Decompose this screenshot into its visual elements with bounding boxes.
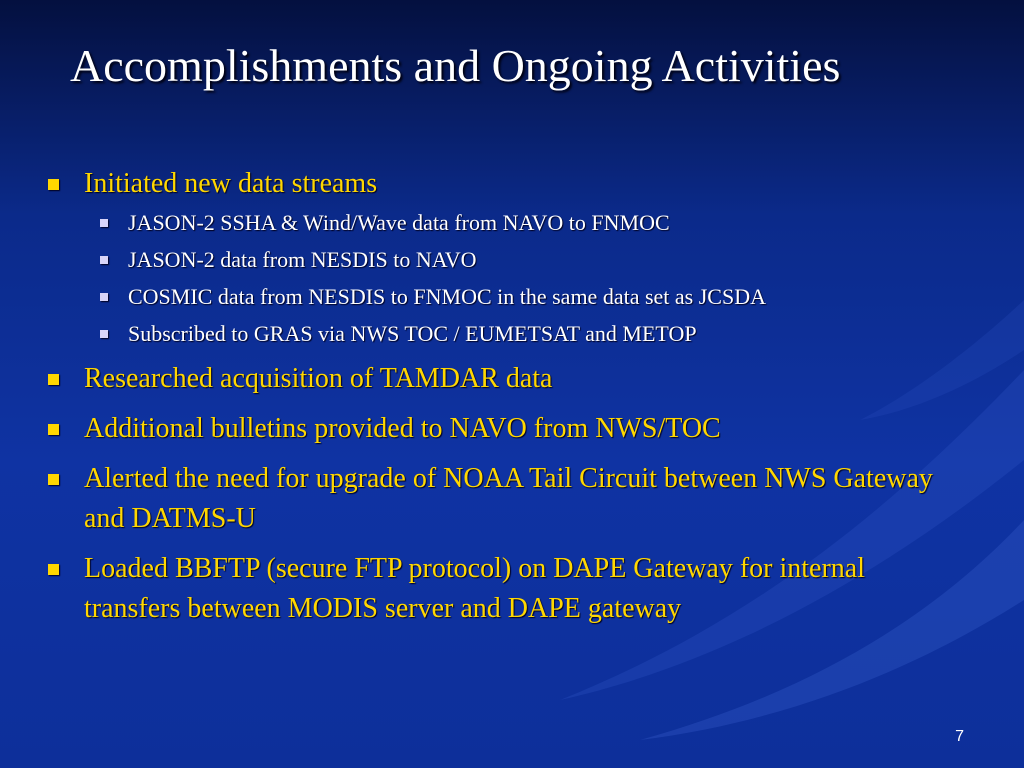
sub-bullet-text: JASON-2 data from NESDIS to NAVO <box>128 247 477 272</box>
square-bullet-icon <box>48 424 59 435</box>
bullet-item <box>40 359 940 399</box>
square-bullet-icon <box>48 374 59 385</box>
square-sub-bullet-icon <box>100 293 108 301</box>
bullet-list <box>40 164 940 639</box>
sub-bullet-item <box>84 319 940 349</box>
page-number: 7 <box>955 728 964 745</box>
bullet-text: Initiated new data streams <box>84 168 378 199</box>
square-bullet-icon <box>48 564 59 575</box>
slide-title: Accomplishments and Ongoing Activities <box>70 40 841 91</box>
sub-bullet-item <box>84 282 940 312</box>
sub-bullet-item <box>84 245 940 275</box>
bullet-text: Alerted the need for upgrade of NOAA Tail Circuit between NWS Gateway and DATMS-U <box>84 463 933 534</box>
sub-bullet-text: JASON-2 SSHA & Wind/Wave data from NAVO to FNMOC <box>128 210 670 235</box>
square-sub-bullet-icon <box>100 219 108 227</box>
sub-bullet-text: Subscribed to GRAS via NWS TOC / EUMETSAT and METOP <box>128 321 697 346</box>
bullet-text: Researched acquisition of TAMDAR data <box>84 363 553 394</box>
bullet-text: Additional bulletins provided to NAVO from NWS/TOC <box>84 413 721 444</box>
sub-bullet-item <box>84 208 940 238</box>
square-bullet-icon <box>48 179 59 190</box>
bullet-item <box>40 409 940 449</box>
bullet-item <box>40 459 940 539</box>
bullet-item <box>40 549 940 629</box>
square-bullet-icon <box>48 474 59 485</box>
bullet-item <box>40 164 940 349</box>
square-sub-bullet-icon <box>100 256 108 264</box>
bullet-text: Loaded BBFTP (secure FTP protocol) on DAPE Gateway for internal transfers between MODIS server and DAPE gateway <box>84 553 865 624</box>
square-sub-bullet-icon <box>100 330 108 338</box>
sub-bullet-text: COSMIC data from NESDIS to FNMOC in the same data set as JCSDA <box>128 284 766 309</box>
sub-bullet-list <box>84 208 940 349</box>
